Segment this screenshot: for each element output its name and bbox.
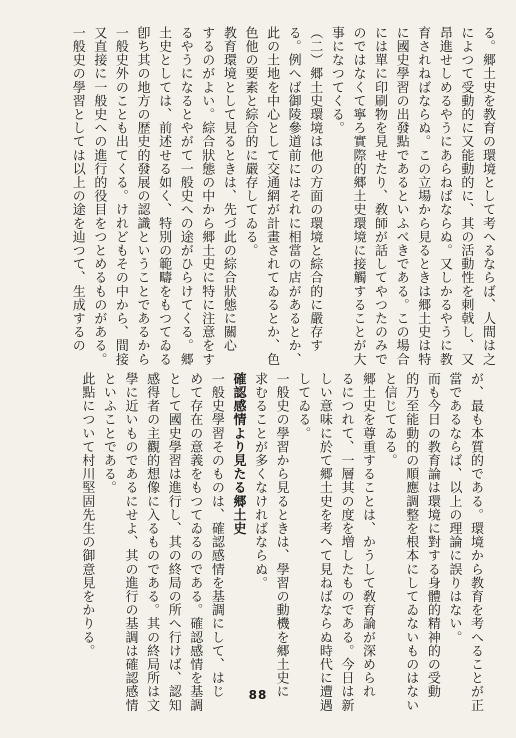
text-line: 此點について村川堅固先生の御意見をかりる。 [79, 372, 95, 658]
upper-text-block [66, 26, 498, 366]
text-line: るやうになるとやがて一般史への途がひらけてくる。郷 [177, 26, 193, 366]
text-line: 一般史外のことも出てくる。けれどもその中から、間接 [112, 26, 128, 366]
text-line: 事になつてくる。 [328, 26, 344, 135]
text-line: 又直接に一般史への進行的役目をつとめるものがある。 [91, 26, 107, 366]
text-line: には單に印刷物を見せたり、敎師が話してやつたのみで [372, 26, 388, 366]
text-line: （二）郷土史環境は他の方面の環境と綜合的に嚴存す [307, 26, 323, 353]
text-line: 當であるならば、以上の理論に誤りはない。 [446, 372, 462, 644]
text-line: 色他の要素と綜合的に嚴存してゐる。 [242, 26, 258, 258]
text-line: といふことである。 [100, 372, 116, 495]
text-line: 育されねばならぬ。この立場から見るときは郷土史は特 [415, 26, 431, 366]
text-line: によつて受動的に又能動的に、其の活動性を刺戟し、又 [458, 26, 474, 366]
text-line: る。郷土史を教育の環境として考へるならば、人間は之 [480, 26, 495, 366]
text-line: のではなくて寧ろ實際的郷土史環境に接觸することが大 [350, 26, 366, 366]
text-line: 一般史の學習から見るときは、學習の動機を郷土史に [273, 372, 289, 699]
text-line: 而も今日の教育論は環境に對する身體的精神的の受動 [424, 372, 440, 699]
text-line: 一般史學習そのものは、確認感情を基調にして、はじ [208, 372, 224, 699]
text-line: 一般史の學習としては以上の途を辿つて、生成するの [69, 26, 85, 353]
text-line: 學に近いものであるにせよ、其の進行の基調は確認感情 [122, 372, 138, 712]
text-line: 教育環境として見るときは、先づ此の綜合狀態に關心 [220, 26, 236, 353]
text-line: 此の土地を中心として交通網が計畫されてゐるとか、色 [264, 26, 280, 366]
text-line: 求むることが多くなければならぬ。 [252, 372, 268, 590]
text-line: るにつれて、一層其の度を増したものである。今日は新 [338, 372, 354, 712]
text-line: めて存在の意義をもつてゐるのである。確認感情を基調 [187, 372, 203, 712]
text-line: に國史學習の出發點であるといふべきである。この場合 [393, 26, 409, 366]
text-line: 土史としては、前述せる如く、特別の範疇をもつてゐる [156, 26, 172, 366]
text-line: 感得者の主觀的想像に入るものである。其の終局所は文 [144, 372, 160, 712]
text-line: る。例へば御陵參道前にはそれに相當の店があるとか、 [285, 26, 301, 366]
text-line: するのがよい。綜合狀態の中から郷土史に特に注意をす [199, 26, 215, 366]
text-line: 卽ち其の地方の歴史的發展の認識ということであるから [134, 26, 150, 366]
text-line: として國史學習は進行し、其の終局の所へ行けば、認知 [165, 372, 181, 712]
text-line: 郷土史を尊重することは、かうして敎育論が深められ [360, 372, 376, 699]
text-line: 昂進せしめるやうにあらねばならぬ。又しかるやうに教 [436, 26, 452, 366]
section-heading: 確認感情より見たる郷土史 [230, 372, 246, 536]
text-line: と信じてゐる。 [381, 372, 397, 468]
page-number: 88 [248, 688, 268, 702]
text-line: 的乃至能動的の順應調整を根本にしてゐないものはない [403, 372, 419, 712]
text-line: してゐる。 [295, 372, 311, 440]
text-line: が、最も本質的である。環境から教育を考へることが正 [468, 372, 483, 712]
text-line: しい意味に於て郷土史を考へて見ねばならぬ時代に遭遇 [316, 372, 332, 712]
